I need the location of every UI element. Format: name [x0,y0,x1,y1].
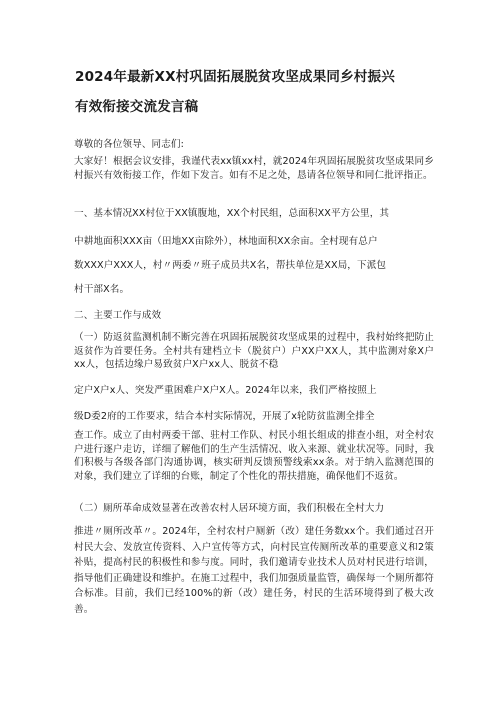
section-1-heading-line: 一、基本情况XX村位于XX镇腹地，XX个村民组，总面积XX平方公里，其 [74,208,390,219]
section-2-heading: 二、主要工作与成效 [74,310,162,321]
document-title-line-1: 2024年最新XX村巩固拓展脱贫攻坚成果同乡村振兴 [75,69,395,85]
paragraph-intro: 大家好！根据会议安排，我谨代表xx镇xx村，就2024年巩固拓展脱贫攻坚成果同乡村振兴有效衔接工作，作如下发言。如有不足之处，恳请各位领导和同仁批评指正。 [74,156,434,181]
document-title-line-2: 有效衔接交流发言稿 [75,99,199,115]
paragraph-survey: 查工作。成立了由村两委干部、驻村工作队、村民小组长组成的排查小组，对全村农户进行逐户走访，详细了解他们的生产生活情况、收入来源、就业状况等。同时，我们积极与各级各部门沟通协调，核实研判反馈预警线索xx条。对于纳入监测范围的对象，我们建立了详细的台账，制定了个性化的帮扶措施，确保他们不返贫。 [74,430,434,482]
salutation: 尊敬的各位领导、同志们: [74,139,184,150]
paragraph-line: 定户X户x人、突发严重困难户X户X人。2024年以来，我们严格按照上 [74,385,377,396]
paragraph-toilet-body: 推进〃厕所改革〃。2024年，全村农村户厕新（改）建任务数xx个。我们通过召开村民大会、发放宣传资料、入户宣传等方式，向村民宣传厕所改革的重要意义和2策补贴，提高村民的积极性和参与度。同时，我们邀请专业技术人员对村民进行培训，指导他们正确建设和维护。在施工过程中，我们加强质量监管，确保每一个厕所都符合标准。目前，我们已经100%的新（改）建任务，村民的生活环境得到了极大改善。 [74,526,434,615]
paragraph-line: 数XXX户XXX人，村〃两委〃班子成员共X名，帮扶单位是XX局，下派包 [74,260,387,271]
paragraph-line: 级D委2府的工作要求，结合本村实际情况，开展了x轮防贫监测全排全 [74,411,375,422]
paragraph-line: 中耕地面积XXX亩（田地XX亩除外），林地面积XX余亩。全村现有总户 [74,236,378,247]
paragraph-monitoring: （一）防返贫监测机制不断完善在巩固拓展脱贫攻坚成果的过程中，我村始终把防止返贫作为首要任务。全村共有建档立卡（脱贫户）户XX户XX人，其中监测对象X户xx人，包括边缘户易致贫户X户xx人、脱贫不稳 [74,332,434,371]
paragraph-line: 村干部X名。 [74,284,130,295]
paragraph-toilet-heading: （二）厕所革命成效显著在改善农村人居环境方面，我们积极在全村大力 [74,503,385,514]
